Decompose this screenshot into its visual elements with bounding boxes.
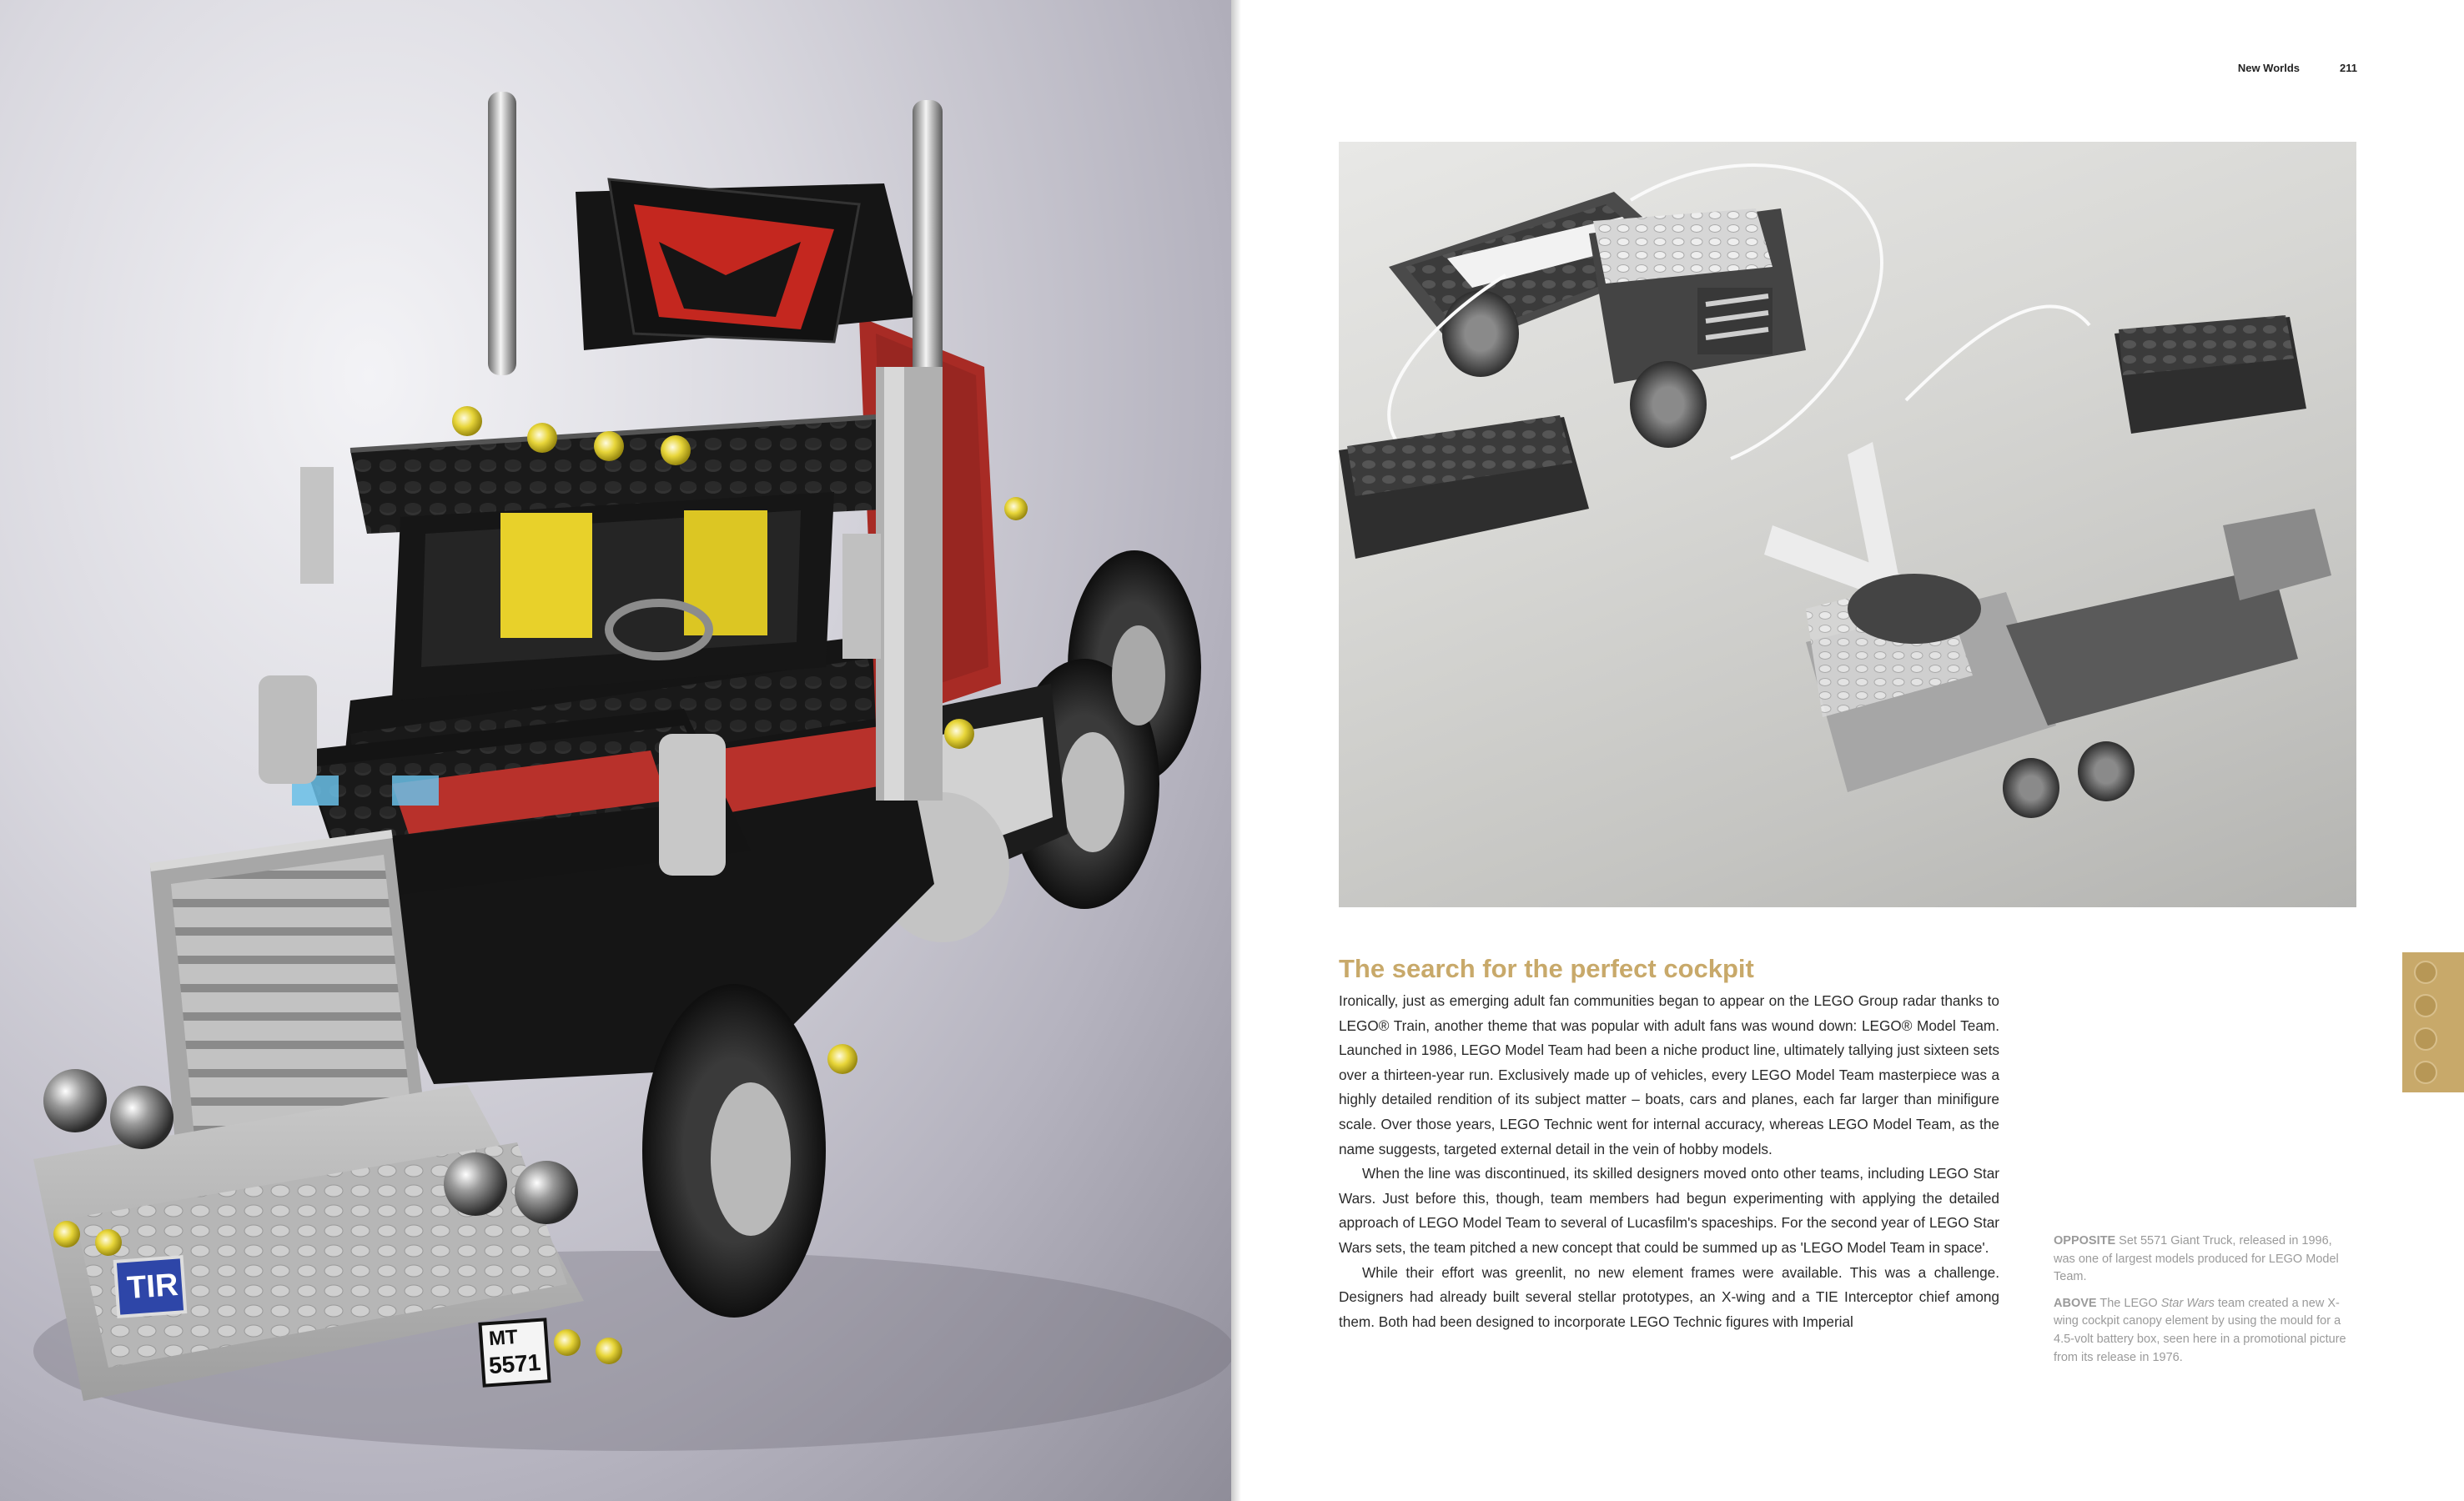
caption-above-text-2: team created a new X-wing cockpit canopy element by using the mould for a 4.5-volt battery box, seen here in a promotional picture from its release in 1976. [2054,1296,2346,1364]
running-head [2169,62,2357,78]
opposite-photo-giant-truck [0,0,1231,1501]
body-paragraph-3: While their effort was greenlit, no new element frames were available. This was a challenge. Designers had already built several stellar prototypes, an X-wing and a TIE Interceptor chief among them. Both had been designed to incorporate LEGO Technic figures with Imperial [1339,1263,1999,1330]
tab-stud-icon [2414,994,2437,1017]
tab-stud-icon [2414,961,2437,984]
caption-above [2054,1295,2354,1367]
image-captions [2054,1232,2354,1375]
body-paragraph-1: Ironically, just as emerging adult fan communities began to appear on the LEGO Group radar thanks to LEGO® Train, another theme that was popular with adult fans was wound down: LEGO® Model Team. Launched in 1986, LEGO Model Team had been a niche product line, ultimately tallying just sixteen sets over a thirteen-year run. Exclusively made up of vehicles, every LEGO Model Team masterpiece was a highly detailed rendition of its subject matter – boats, cars and planes, each far larger than minifigure scale. Over those years, LEGO Technic went for internal accuracy, whereas LEGO Model Team, as the name suggests, targeted external detail in the vein of hobby models. [1339,992,1999,1157]
tab-stud-icon [2414,1061,2437,1084]
article-heading: The search for the perfect cockpit [1339,954,1754,983]
book-gutter [1231,0,1241,1501]
caption-opposite-label: OPPOSITE [2054,1234,2116,1247]
mt-plate-label: MT [488,1325,519,1351]
caption-opposite [2054,1232,2354,1287]
section-title: New Worlds [2237,62,2301,74]
caption-above-text-italic: Star Wars [2160,1296,2215,1310]
caption-above-text-1: The LEGO [2099,1296,2158,1310]
caption-opposite-text: Set 5571 Giant Truck, released in 1996, was one of largest models produced for LEGO Model Team. [2054,1234,2339,1284]
giant-truck-illustration [0,0,1231,1501]
above-photo-1976-models [1339,142,2356,907]
caption-above-label: ABOVE [2054,1296,2097,1310]
article-body [1339,989,1999,1334]
tab-stud-icon [2414,1027,2437,1051]
bw-models-illustration [1339,142,2356,907]
page-number: 211 [2340,62,2357,74]
body-paragraph-2: When the line was discontinued, its skilled designers moved onto other teams, including LEGO Star Wars. Just before this, though, team members had begun experimenting with applying the detailed approach of LEGO Model Team to several of Lucasfilm's spaceships. For the second year of LEGO Star Wars sets, the team pitched a new concept that could be summed up as 'LEGO Model Team in space'. [1339,1165,1999,1256]
chapter-thumb-tab [2402,952,2464,1092]
tir-plate-label: TIR [125,1267,179,1307]
plate-number-label: 5571 [487,1348,542,1379]
